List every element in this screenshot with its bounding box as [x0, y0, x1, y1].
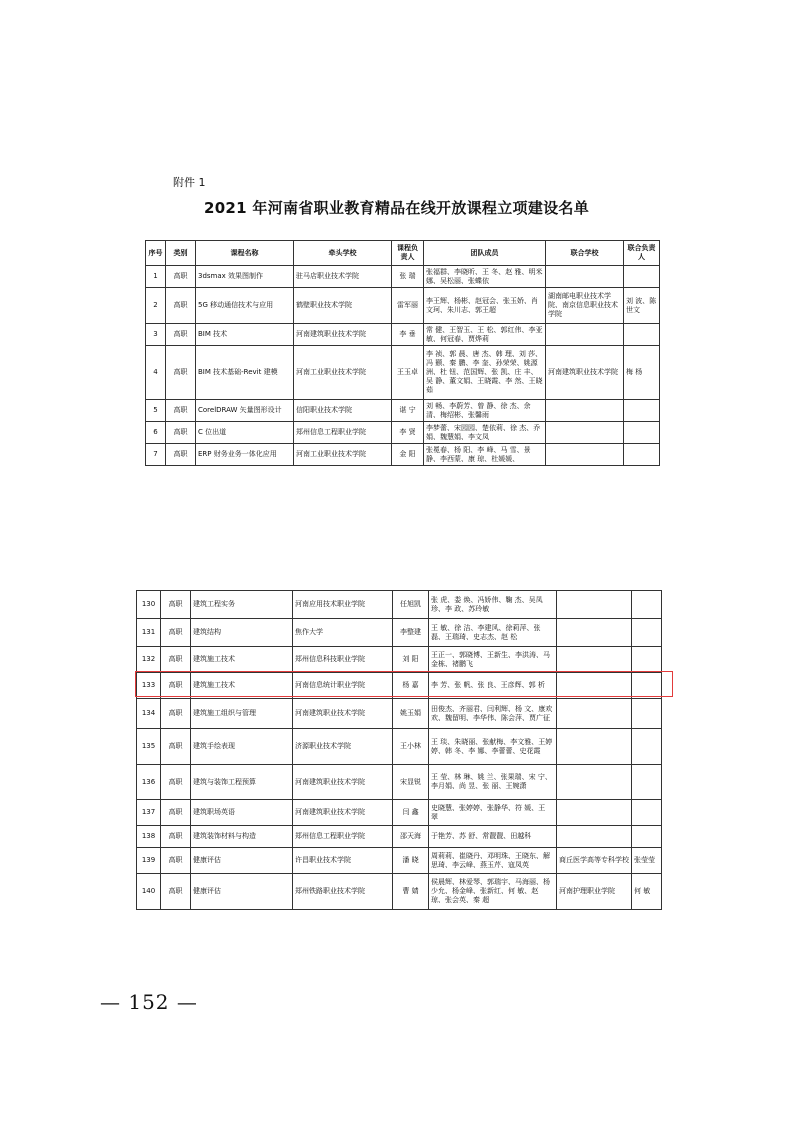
table-cell: 河南建筑职业技术学院: [294, 324, 392, 346]
table-cell: [624, 444, 660, 466]
table-cell: 驻马店职业技术学院: [294, 266, 392, 288]
table-cell: 姚玉娟: [393, 699, 429, 729]
table-cell: 高职: [161, 765, 191, 800]
table-cell: 高职: [166, 400, 196, 422]
table-cell: [557, 591, 632, 619]
table-cell: 王 敏、徐 洁、李建风、徐莉萍、张 磊、王瑞琦、史志杰、赵 松: [429, 619, 557, 647]
table-cell: 5G 移动通信技术与应用: [196, 288, 294, 324]
table-cell: [546, 444, 624, 466]
table-cell: 河南建筑职业技术学院: [293, 699, 393, 729]
table-cell: 谌 宁: [392, 400, 424, 422]
column-header: 课程名称: [196, 241, 294, 266]
table-cell: 常 健、王智玉、王 松、郭红伟、李亚敏、何冠春、贾烨莉: [424, 324, 546, 346]
table-cell: [546, 324, 624, 346]
course-table-bottom: [136, 590, 662, 910]
table-cell: C 位出道: [196, 422, 294, 444]
table-cell: 建筑装饰材料与构造: [191, 826, 293, 848]
table-body-top: [146, 266, 660, 466]
table-header-row: [146, 241, 660, 266]
table-cell: 闫 鑫: [393, 800, 429, 826]
table-row: [146, 422, 660, 444]
table-cell: [546, 422, 624, 444]
table-cell: [632, 800, 662, 826]
table-cell: 高职: [161, 619, 191, 647]
table-cell: [546, 266, 624, 288]
table-cell: 张 虎、娄 焕、冯娇伟、鞠 杰、吴凤珍、李 政、苏玲敏: [429, 591, 557, 619]
table-row: [137, 699, 662, 729]
table-cell: [546, 400, 624, 422]
table-cell: 刘 波、陈世文: [624, 288, 660, 324]
table-cell: 建筑结构: [191, 619, 293, 647]
table-cell: 李王辉、杨彬、赵冠会、张玉娇、肖文珂、朱川志、郭王超: [424, 288, 546, 324]
table-cell: 135: [137, 729, 161, 765]
table-row: [137, 619, 662, 647]
table-cell: 131: [137, 619, 161, 647]
table-cell: 侯晨辉、林爱琴、郭瑞宇、马海丽、杨少允、杨金峰、张新红、何 敏、赵 琼、张会英、秦 超: [429, 874, 557, 910]
table-cell: [632, 673, 662, 699]
table-cell: [557, 729, 632, 765]
table-cell: 133: [137, 673, 161, 699]
table-cell: 李 贤: [392, 422, 424, 444]
table-cell: BIM 技术基础-Revit 建模: [196, 346, 294, 400]
table-cell: 王 莹、林 琳、姚 兰、张果瑞、宋 宁、李月娟、尚 昱、张 丽、王婉潇: [429, 765, 557, 800]
table-cell: 张福群、李晓昕、王 冬、赵 雅、明米娜、吴松丽、张蝶依: [424, 266, 546, 288]
table-cell: 高职: [161, 848, 191, 874]
table-cell: 建筑施工技术: [191, 673, 293, 699]
table-cell: 高职: [166, 288, 196, 324]
table-row: [137, 591, 662, 619]
table-cell: 李 垂: [392, 324, 424, 346]
table-cell: 信阳职业技术学院: [294, 400, 392, 422]
table-cell: 郑州铁路职业技术学院: [293, 874, 393, 910]
table-cell: 张 瑞: [392, 266, 424, 288]
table-row: [146, 324, 660, 346]
table-cell: 河南信息统计职业学院: [293, 673, 393, 699]
table-row: [146, 288, 660, 324]
table-cell: [632, 591, 662, 619]
table-cell: 梅 杨: [624, 346, 660, 400]
table-cell: 建筑与装饰工程预算: [191, 765, 293, 800]
table-cell: [632, 699, 662, 729]
table-cell: 高职: [166, 444, 196, 466]
table-cell: 建筑手绘表现: [191, 729, 293, 765]
table-cell: 高职: [161, 591, 191, 619]
table-cell: 湖南邮电职业技术学院、南京信息职业技术学院: [546, 288, 624, 324]
table-cell: 王小林: [393, 729, 429, 765]
column-header: 课程负责人: [392, 241, 424, 266]
table-cell: 王玉卓: [392, 346, 424, 400]
table-cell: 周莉莉、崔晓丹、邓明珠、王晓东、解思琦、李云峰、燕玉芹、寇凤英: [429, 848, 557, 874]
column-header: 牵头学校: [294, 241, 392, 266]
table-cell: 140: [137, 874, 161, 910]
table-row: [146, 266, 660, 288]
table-cell: 许昌职业技术学院: [293, 848, 393, 874]
table-cell: 高职: [166, 422, 196, 444]
table-cell: 宋显锐: [393, 765, 429, 800]
table-cell: [632, 619, 662, 647]
table-cell: 建筑施工技术: [191, 647, 293, 673]
table-cell: 郑州信息工程职业学院: [294, 422, 392, 444]
table-cell: 何 敏: [632, 874, 662, 910]
table-row: [137, 848, 662, 874]
table-cell: 田俊杰、齐丽君、闫利辉、杨 文、康欢欢、魏留明、李华伟、陈会萍、贾广征: [429, 699, 557, 729]
table-cell: [624, 400, 660, 422]
table-cell: 李 祯、郭 晨、唐 杰、韩 理、刘 莎、冯 颢、秦 鹏、李 奎、孙荣荣、姚源洲、杜 钮、范国辉、张 凯、庄 丰、吴 静、董文娟、王晓霞、李 然、王晓茹: [424, 346, 546, 400]
column-header: 联合负责人: [624, 241, 660, 266]
table-row: [137, 729, 662, 765]
table-cell: 张莹莹: [632, 848, 662, 874]
table-cell: 建筑施工组织与管理: [191, 699, 293, 729]
table-cell: [557, 800, 632, 826]
table-cell: 136: [137, 765, 161, 800]
table-cell: 130: [137, 591, 161, 619]
page-number: — 152 —: [100, 990, 198, 1014]
table-cell: 李 芳、张 帆、张 良、王彦辉、郭 析: [429, 673, 557, 699]
table-cell: 高职: [161, 673, 191, 699]
table-cell: [624, 324, 660, 346]
table-cell: 鹤壁职业技术学院: [294, 288, 392, 324]
table-cell: 134: [137, 699, 161, 729]
table-cell: 杨 嘉: [393, 673, 429, 699]
table-cell: 任旭凯: [393, 591, 429, 619]
table-cell: 史晓慧、张婷婷、张静华、符 媛、王 翠: [429, 800, 557, 826]
table-cell: 刘 阳: [393, 647, 429, 673]
table-cell: 济源职业技术学院: [293, 729, 393, 765]
table-cell: 邵天海: [393, 826, 429, 848]
table-cell: [632, 826, 662, 848]
table-cell: 潘 晓: [393, 848, 429, 874]
table-cell: [557, 699, 632, 729]
table-cell: 高职: [161, 826, 191, 848]
table-cell: 138: [137, 826, 161, 848]
table-cell: 3dsmax 效果图制作: [196, 266, 294, 288]
table-cell: 高职: [166, 346, 196, 400]
table-cell: [557, 647, 632, 673]
table-cell: 雷军丽: [392, 288, 424, 324]
table-cell: 高职: [161, 647, 191, 673]
column-header: 序号: [146, 241, 166, 266]
table-cell: 李整建: [393, 619, 429, 647]
table-cell: [632, 647, 662, 673]
table-cell: 焦作大学: [293, 619, 393, 647]
table-cell: [557, 765, 632, 800]
table-cell: 137: [137, 800, 161, 826]
table-cell: 高职: [161, 874, 191, 910]
table-cell: ERP 财务业务一体化应用: [196, 444, 294, 466]
table-cell: 高职: [166, 324, 196, 346]
table-cell: [632, 729, 662, 765]
table-cell: 王 琰、朱晓丽、张献梅、李文雅、王婷婷、韩 冬、李 娜、李蕾蕾、史花霞: [429, 729, 557, 765]
column-header: 联合学校: [546, 241, 624, 266]
table-cell: CorelDRAW 矢量图形设计: [196, 400, 294, 422]
table-cell: [632, 765, 662, 800]
table-cell: 1: [146, 266, 166, 288]
table-cell: 郑州信息工程职业学院: [293, 826, 393, 848]
table-row: [146, 346, 660, 400]
table-cell: [557, 619, 632, 647]
table-cell: 建筑职场英语: [191, 800, 293, 826]
column-header: 类别: [166, 241, 196, 266]
table-cell: 金 阳: [392, 444, 424, 466]
table-row: [137, 647, 662, 673]
table-row: [137, 874, 662, 910]
table-cell: 高职: [161, 699, 191, 729]
table-cell: 高职: [161, 800, 191, 826]
table-cell: 高职: [166, 266, 196, 288]
table-cell: 河南工业职业技术学院: [294, 346, 392, 400]
table-cell: BIM 技术: [196, 324, 294, 346]
table-cell: 7: [146, 444, 166, 466]
table-cell: 3: [146, 324, 166, 346]
course-table-top: [145, 240, 660, 466]
table-cell: 健康评估: [191, 848, 293, 874]
table-cell: 139: [137, 848, 161, 874]
column-header: 团队成员: [424, 241, 546, 266]
table-cell: 河南应用技术职业学院: [293, 591, 393, 619]
table-cell: 河南工业职业技术学院: [294, 444, 392, 466]
table-row: [137, 765, 662, 800]
table-row: [146, 444, 660, 466]
attachment-label: 附件 1: [173, 176, 206, 189]
table-cell: 河南建筑职业技术学院: [293, 765, 393, 800]
table-row: [137, 800, 662, 826]
page-title: 2021 年河南省职业教育精品在线开放课程立项建设名单: [203, 199, 590, 217]
table-cell: 李梦蕾、宋园园、楚依莉、徐 杰、乔 娟、魏慧娟、李文凤: [424, 422, 546, 444]
table-cell: 6: [146, 422, 166, 444]
table-cell: 商丘医学高等专科学校: [557, 848, 632, 874]
table-cell: [557, 826, 632, 848]
table-cell: 5: [146, 400, 166, 422]
table-cell: [624, 266, 660, 288]
table-cell: 高职: [161, 729, 191, 765]
table-cell: 建筑工程实务: [191, 591, 293, 619]
table-cell: [557, 673, 632, 699]
table-row: [137, 673, 662, 699]
table-cell: 4: [146, 346, 166, 400]
table-cell: 曹 婧: [393, 874, 429, 910]
table-cell: 张冕春、杨 阳、李 峰、马 雪、景 静、李西蒙、康 琼、杜媛媛、: [424, 444, 546, 466]
table-cell: 河南建筑职业技术学院: [293, 800, 393, 826]
table-cell: 王正一、郭晓博、王新生、李洪涛、马金栋、褚鹏飞: [429, 647, 557, 673]
table-cell: 刘 畅、李蔚芳、曾 静、徐 杰、余 清、梅绍彬、张馨雨: [424, 400, 546, 422]
table-cell: 132: [137, 647, 161, 673]
table-cell: 2: [146, 288, 166, 324]
table-cell: 河南建筑职业技术学院: [546, 346, 624, 400]
table-row: [146, 400, 660, 422]
table-row: [137, 826, 662, 848]
table-cell: 于艳芳、苏 舒、常靓靓、田越科: [429, 826, 557, 848]
table-cell: [624, 422, 660, 444]
table-body-bottom: [137, 591, 662, 910]
table-cell: 河南护理职业学院: [557, 874, 632, 910]
table-cell: 郑州信息科技职业学院: [293, 647, 393, 673]
table-cell: 健康评估: [191, 874, 293, 910]
